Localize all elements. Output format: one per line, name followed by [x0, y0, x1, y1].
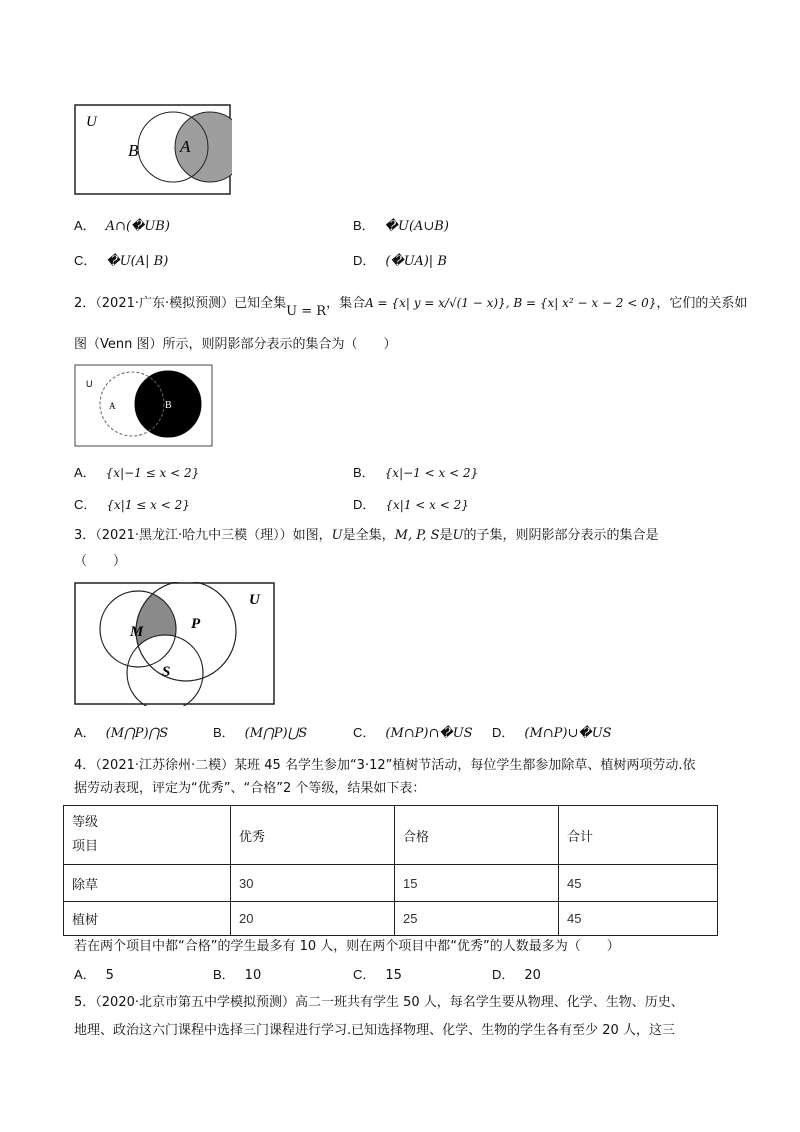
stem-text: ，集合: [326, 296, 366, 311]
q4-stem-line1: [74, 757, 696, 775]
option-letter: D．: [353, 253, 376, 268]
q4-question-text: 若在两个项目中都“合格”的学生最多有 10 人，则在两个项目中都“优秀”的人数最多为（ ）: [74, 939, 620, 954]
option-letter: A．: [74, 725, 96, 740]
option-letter: B．: [213, 725, 235, 740]
option-expr: �U(A| B): [106, 254, 169, 269]
q2-option-c[interactable]: [74, 494, 190, 513]
table-cell: 45: [559, 865, 718, 902]
option-expr: (M∩P)∩�US: [385, 726, 473, 741]
q3-m-label: M: [130, 624, 144, 640]
question-number: 2．: [74, 296, 96, 311]
option-expr: 15: [385, 968, 402, 983]
option-letter: D．: [492, 725, 515, 740]
q1-left-label: B: [128, 141, 139, 160]
stem-text: ，它们的关系如: [656, 296, 748, 311]
table-header-row: [64, 806, 718, 865]
question-number: 5．: [74, 995, 96, 1010]
stem-text: 的子集，则阴影部分表示的集合是: [463, 528, 659, 543]
q4-stem-line2: 据劳动表现，评定为“优秀”、“合格”2 个等级，结果如下表：: [74, 781, 426, 796]
option-letter: A．: [74, 967, 96, 982]
q5-stem-line2: 地理、政治这六门课程中选择三门课程进行学习.已知选择物理、化学、生物的学生各有至少 20 人，这三: [74, 1023, 675, 1038]
set-b-expr: , B = {x| x² − x − 2 < 0}: [505, 296, 657, 310]
q2-universe-label: U: [86, 379, 93, 389]
q4-option-a[interactable]: [74, 964, 114, 983]
option-letter: A．: [74, 218, 96, 233]
table-corner-cell: [64, 806, 231, 865]
question-source: （2021·黑龙江·哈九中三模（理））: [95, 528, 293, 543]
q4-option-b[interactable]: [213, 964, 261, 983]
q3-p-label: P: [191, 616, 201, 632]
q1-option-d[interactable]: [353, 250, 447, 269]
option-expr: {x|1 < x < 2}: [385, 498, 469, 512]
stem-text: 是: [439, 528, 453, 543]
option-letter: C．: [74, 253, 97, 268]
option-letter: C．: [353, 967, 376, 982]
question-source: （2021·广东·模拟预测）: [95, 296, 235, 311]
table-cell: 15: [395, 865, 559, 902]
q3-option-a[interactable]: [74, 722, 168, 741]
q2-right-label: B: [165, 400, 172, 411]
option-expr: (M⋂P)⋃S: [244, 726, 308, 741]
universe-symbol: U: [331, 528, 343, 543]
q1-universe-label: U: [86, 114, 97, 130]
q3-stem-line2: （ ）: [74, 554, 127, 569]
option-expr: 5: [105, 968, 114, 983]
table-cell: 45: [559, 902, 718, 936]
table-header-cell: 合格: [395, 806, 559, 865]
question-number: 3．: [74, 528, 96, 543]
q3-universe-box: [75, 583, 274, 704]
question-number: 4．: [74, 758, 96, 773]
option-expr: {x|1 ≤ x < 2}: [106, 498, 190, 512]
option-letter: D．: [353, 497, 376, 512]
option-expr: A∩(�UB): [105, 219, 170, 234]
table-cell: 30: [231, 865, 395, 902]
option-expr: 10: [244, 968, 262, 983]
option-letter: B．: [353, 218, 375, 233]
q2-option-a[interactable]: [74, 462, 199, 481]
question-source: （2021·江苏徐州·二模）: [95, 758, 235, 773]
q3-venn-diagram: [74, 582, 276, 706]
q3-option-d[interactable]: [492, 722, 612, 741]
option-letter: D．: [492, 967, 515, 982]
q3-option-c[interactable]: [353, 722, 473, 741]
option-expr: (M∩P)∪�US: [524, 726, 612, 741]
table-cell: 20: [231, 902, 395, 936]
q3-universe-label: U: [249, 592, 260, 608]
q4-grades-table: [63, 805, 718, 936]
table-cell: 25: [395, 902, 559, 936]
option-expr: {x|−1 ≤ x < 2}: [105, 466, 200, 480]
question-source: （2020·北京市第五中学模拟预测）: [95, 995, 295, 1010]
q1-option-b[interactable]: [353, 215, 449, 234]
subsets-symbols: M, P, S: [394, 528, 440, 543]
q4-option-c[interactable]: [353, 964, 402, 983]
option-expr: (�UA)| B: [385, 254, 447, 269]
option-letter: C．: [74, 497, 97, 512]
option-expr: (M⋂P)⋂S: [105, 726, 169, 741]
q2-option-b[interactable]: [353, 462, 478, 481]
row-name-cell: 除草: [64, 865, 231, 902]
stem-text: 已知全集: [234, 296, 287, 311]
q3-s-label: S: [162, 664, 171, 680]
stem-text: 高二一班共有学生 50 人，每名学生要从物理、化学、生物、历史、: [295, 995, 684, 1010]
q3-option-b[interactable]: [213, 722, 307, 741]
universal-set: U = R: [286, 304, 327, 319]
q1-option-c[interactable]: [74, 250, 168, 269]
option-expr: 20: [524, 968, 541, 983]
stem-text: 是全集，: [342, 528, 395, 543]
table-row: [64, 865, 718, 902]
q5-stem-line1: [74, 994, 684, 1012]
option-letter: B．: [353, 465, 375, 480]
q3-stem-line1: [74, 527, 659, 545]
q2-stem-line2: 图（Venn 图）所示，则阴影部分表示的集合为（ ）: [74, 337, 397, 352]
stem-text: 某班 45 名学生参加“3·12”植树节活动，每位学生都参加除草、植树两项劳动.依: [234, 758, 696, 773]
option-letter: C．: [353, 725, 376, 740]
q2-stem-line1: [74, 294, 748, 319]
q2-venn-diagram: [74, 364, 214, 448]
option-expr: {x|−1 < x < 2}: [384, 466, 479, 480]
q2-left-label: A: [109, 401, 116, 411]
set-a-expr: A = {x| y = x/√(1 − x)}: [365, 296, 506, 310]
row-name-cell: 植树: [64, 902, 231, 936]
corner-bottom-label: 项目: [72, 839, 99, 854]
q1-venn-diagram: [74, 104, 232, 196]
corner-top-label: 等级: [72, 815, 99, 830]
table-header-cell: 优秀: [231, 806, 395, 865]
table-header-cell: 合计: [559, 806, 718, 865]
option-letter: B．: [213, 967, 235, 982]
table-row: [64, 902, 718, 936]
q1-option-a[interactable]: [74, 215, 170, 234]
q4-option-d[interactable]: [492, 964, 541, 983]
option-expr: �U(A∪B): [384, 219, 449, 234]
stem-text: 如图，: [292, 528, 332, 543]
q2-option-d[interactable]: [353, 494, 469, 513]
option-letter: A．: [74, 465, 96, 480]
q1-right-label: A: [180, 137, 191, 156]
universe-symbol: U: [452, 528, 464, 543]
